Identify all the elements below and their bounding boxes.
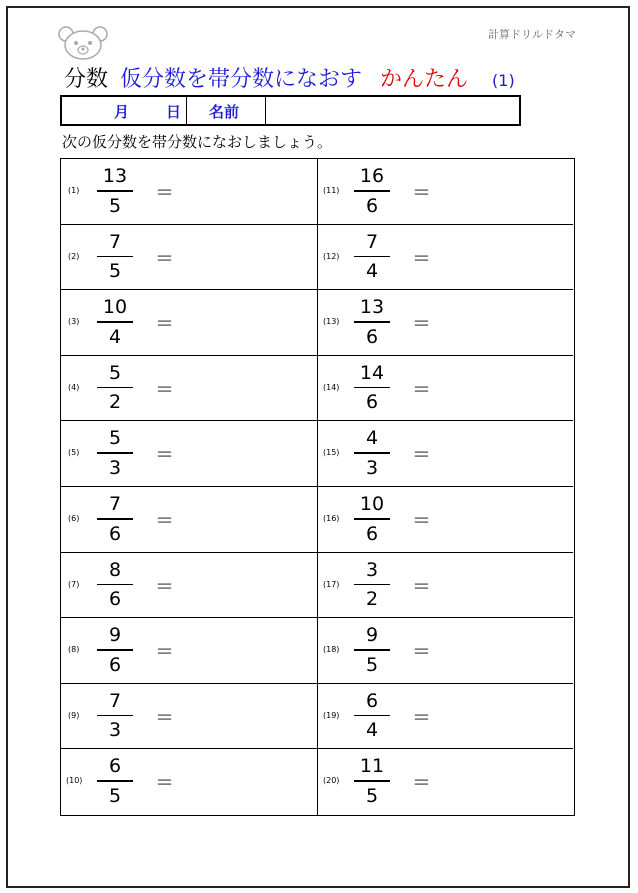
numerator: 11 [359, 755, 385, 778]
fraction [97, 163, 133, 219]
equals-sign: ＝ [155, 313, 175, 336]
fraction [97, 294, 133, 350]
problem-number: (7) [68, 579, 80, 589]
problem-number: (6) [68, 514, 80, 523]
month-label: 月 [114, 103, 130, 121]
numerator: 8 [108, 558, 122, 581]
equals-sign: ＝ [412, 444, 432, 467]
numerator: 13 [102, 165, 128, 187]
problem-cell[interactable] [317, 225, 573, 291]
fraction-bar [354, 649, 390, 651]
fraction [354, 688, 390, 744]
equals-sign: ＝ [412, 575, 432, 598]
equals-sign: ＝ [412, 706, 432, 729]
fraction [97, 753, 133, 809]
problem-cell[interactable] [317, 356, 573, 422]
name-date-bar [60, 95, 521, 126]
problem-cell[interactable] [61, 749, 317, 815]
numerator: 3 [365, 558, 379, 581]
equals-sign: ＝ [412, 378, 432, 401]
problem-cell[interactable] [317, 749, 573, 815]
fraction [97, 360, 133, 416]
bear-logo-icon [58, 26, 108, 60]
problem-cell[interactable] [317, 487, 573, 553]
answer-area[interactable] [181, 622, 311, 679]
name-label: 名前 [209, 103, 240, 121]
fraction [354, 557, 390, 613]
equals-sign: ＝ [412, 641, 432, 664]
name-field[interactable] [266, 97, 519, 124]
denominator: 6 [365, 325, 379, 348]
denominator: 3 [108, 456, 122, 479]
numerator: 7 [108, 689, 122, 712]
answer-area[interactable] [438, 163, 567, 220]
denominator: 6 [365, 194, 379, 217]
denominator: 3 [365, 456, 379, 479]
name-label-cell [187, 97, 266, 124]
equals-sign: ＝ [155, 510, 175, 532]
equals-sign: ＝ [155, 378, 175, 401]
fraction-bar [97, 452, 133, 454]
problem-number: (20) [323, 776, 340, 786]
title-subject: 分数 [64, 67, 109, 92]
equals-sign: ＝ [412, 182, 432, 204]
equals-sign: ＝ [155, 444, 175, 467]
fraction-bar [97, 584, 133, 586]
problem-cell[interactable] [317, 553, 573, 619]
answer-area[interactable] [181, 425, 311, 482]
equals-sign: ＝ [155, 247, 175, 270]
numerator: 6 [365, 689, 379, 712]
denominator: 6 [108, 588, 122, 611]
fraction [354, 163, 390, 219]
fraction-bar [97, 715, 133, 717]
fraction-bar [97, 780, 133, 782]
fraction [354, 294, 390, 350]
fraction-bar [97, 321, 133, 323]
equals-sign: ＝ [412, 510, 432, 532]
denominator: 5 [108, 784, 122, 807]
numerator: 5 [108, 361, 122, 384]
instruction-text: 次の仮分数を帯分数になおしましょう。 [62, 133, 333, 151]
problem-cell[interactable] [317, 290, 573, 356]
numerator: 13 [359, 296, 385, 319]
problem-number: (19) [323, 710, 340, 720]
problem-cell[interactable] [61, 225, 317, 291]
numerator: 9 [365, 624, 379, 647]
problem-cell[interactable] [317, 618, 573, 684]
fraction-bar [354, 715, 390, 717]
problem-number: (11) [323, 186, 340, 195]
answer-area[interactable] [438, 294, 567, 351]
numerator: 7 [108, 230, 122, 253]
numerator: 4 [365, 427, 379, 450]
fraction [354, 753, 390, 809]
problem-cell[interactable] [61, 421, 317, 487]
fraction [97, 229, 133, 285]
problem-number: (18) [323, 645, 340, 655]
fraction-bar [97, 256, 133, 258]
denominator: 4 [108, 325, 122, 348]
denominator: 4 [365, 260, 379, 283]
fraction [354, 491, 390, 547]
problem-cell[interactable] [317, 421, 573, 487]
numerator: 6 [108, 755, 122, 778]
equals-sign: ＝ [155, 641, 175, 664]
fraction [97, 557, 133, 613]
fraction [97, 688, 133, 744]
equals-sign: ＝ [412, 772, 432, 795]
answer-area[interactable] [181, 163, 311, 220]
fraction [97, 491, 133, 547]
title-level: かんたん [380, 67, 469, 92]
problem-number: (8) [68, 645, 80, 655]
numerator: 10 [359, 493, 385, 515]
worksheet-title [64, 62, 515, 93]
fraction [97, 425, 133, 481]
answer-area[interactable] [181, 688, 311, 745]
answer-area[interactable] [181, 360, 311, 417]
answer-area[interactable] [181, 294, 311, 351]
numerator: 10 [102, 296, 128, 319]
problem-number: (15) [323, 448, 340, 458]
equals-sign: ＝ [412, 313, 432, 336]
fraction-bar [354, 518, 390, 520]
problem-number: (1) [68, 186, 80, 195]
problem-cell[interactable] [61, 159, 317, 225]
answer-area[interactable] [438, 688, 567, 745]
equals-sign: ＝ [155, 182, 175, 204]
answer-area[interactable] [438, 491, 567, 548]
fraction-bar [354, 256, 390, 258]
problem-cell[interactable] [317, 159, 573, 225]
answer-area[interactable] [181, 229, 311, 286]
fraction [354, 425, 390, 481]
answer-area[interactable] [438, 753, 567, 811]
numerator: 7 [108, 493, 122, 515]
fraction-bar [354, 190, 390, 192]
title-topic: 仮分数を帯分数になおす [120, 67, 363, 92]
numerator: 14 [359, 361, 385, 384]
fraction-bar [97, 190, 133, 192]
problem-cell[interactable] [61, 684, 317, 750]
problem-number: (14) [323, 382, 340, 392]
denominator: 5 [108, 260, 122, 283]
problem-number: (5) [68, 448, 80, 458]
answer-area[interactable] [181, 491, 311, 548]
denominator: 2 [108, 391, 122, 414]
brand-label: 計算ドリルドタマ [488, 28, 576, 41]
fraction-bar [354, 584, 390, 586]
problem-number: (4) [68, 382, 80, 392]
problem-number: (16) [323, 514, 340, 523]
answer-area[interactable] [438, 360, 567, 417]
equals-sign: ＝ [155, 575, 175, 598]
problem-grid [60, 158, 575, 816]
denominator: 6 [365, 391, 379, 414]
fraction-bar [97, 387, 133, 389]
denominator: 6 [365, 522, 379, 545]
denominator: 3 [108, 719, 122, 742]
numerator: 5 [108, 427, 122, 450]
denominator: 6 [108, 653, 122, 676]
denominator: 5 [108, 194, 122, 217]
problem-cell[interactable] [61, 356, 317, 422]
denominator: 6 [108, 522, 122, 545]
problem-cell[interactable] [61, 487, 317, 553]
problem-number: (12) [323, 251, 340, 261]
numerator: 9 [108, 624, 122, 647]
answer-area[interactable] [181, 753, 311, 811]
fraction [354, 360, 390, 416]
numerator: 7 [365, 230, 379, 253]
problem-cell[interactable] [317, 684, 573, 750]
title-number: (1) [492, 71, 515, 90]
denominator: 2 [365, 588, 379, 611]
problem-cell[interactable] [61, 618, 317, 684]
problem-cell[interactable] [61, 553, 317, 619]
equals-sign: ＝ [412, 247, 432, 270]
answer-area[interactable] [181, 557, 311, 614]
equals-sign: ＝ [155, 772, 175, 795]
answer-area[interactable] [438, 622, 567, 679]
problem-number: (3) [68, 317, 80, 327]
problem-number: (17) [323, 579, 340, 589]
day-label: 日 [166, 103, 182, 121]
numerator: 16 [359, 165, 385, 187]
fraction-bar [354, 387, 390, 389]
denominator: 4 [365, 719, 379, 742]
denominator: 5 [365, 784, 379, 807]
answer-area[interactable] [438, 229, 567, 286]
date-field[interactable] [62, 97, 187, 124]
fraction-bar [97, 649, 133, 651]
problem-cell[interactable] [61, 290, 317, 356]
problem-number: (2) [68, 251, 80, 261]
fraction [354, 622, 390, 678]
fraction-bar [354, 321, 390, 323]
answer-area[interactable] [438, 557, 567, 614]
problem-number: (13) [323, 317, 340, 327]
equals-sign: ＝ [155, 706, 175, 729]
problem-number: (10) [66, 776, 83, 786]
fraction-bar [354, 780, 390, 782]
fraction [354, 229, 390, 285]
fraction-bar [97, 518, 133, 520]
answer-area[interactable] [438, 425, 567, 482]
fraction [97, 622, 133, 678]
problem-number: (9) [68, 710, 80, 720]
fraction-bar [354, 452, 390, 454]
denominator: 5 [365, 653, 379, 676]
